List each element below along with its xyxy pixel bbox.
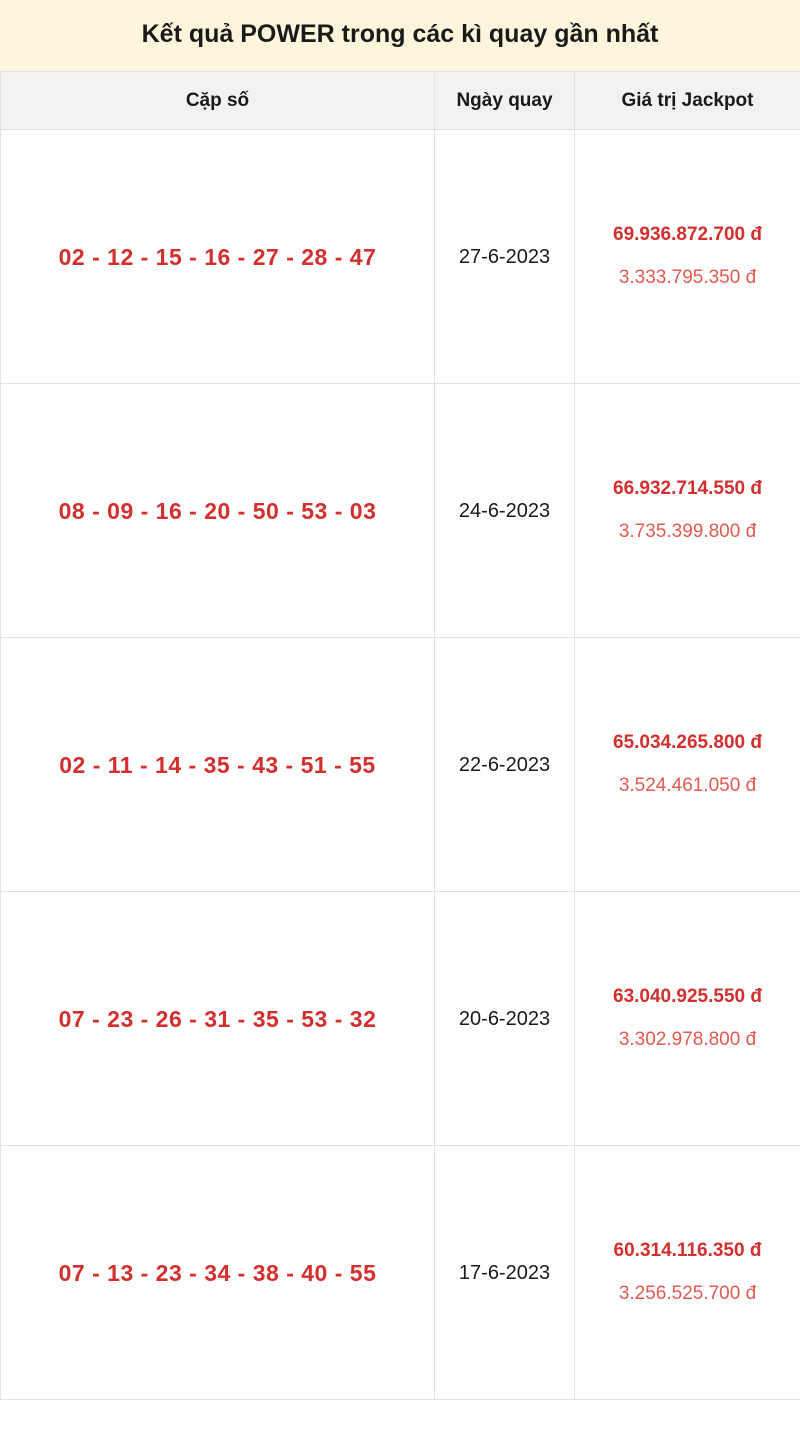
page-title: Kết quả POWER trong các kì quay gần nhất: [141, 20, 659, 48]
jackpot-primary-value: 65.034.265.800 đ: [613, 732, 762, 754]
cell-numbers: 02 - 12 - 15 - 16 - 27 - 28 - 47: [1, 130, 435, 384]
jackpot-secondary-value: 3.524.461.050 đ: [618, 774, 757, 796]
cell-jackpot: [575, 892, 800, 1146]
results-table: [0, 71, 800, 1401]
table-row: [1, 1146, 800, 1400]
cell-date: 20-6-2023: [435, 892, 575, 1146]
table-header: [1, 71, 800, 130]
cell-jackpot: [575, 638, 800, 892]
table-row: [1, 892, 800, 1146]
cell-numbers: 02 - 11 - 14 - 35 - 43 - 51 - 55: [1, 638, 435, 892]
jackpot-primary-value: 60.314.116.350 đ: [613, 1240, 762, 1262]
jackpot-secondary-value: 3.333.795.350 đ: [618, 266, 757, 288]
column-header-jackpot: Giá trị Jackpot: [575, 71, 800, 130]
cell-date: 22-6-2023: [435, 638, 575, 892]
cell-date: 17-6-2023: [435, 1146, 575, 1400]
jackpot-secondary-value: 3.302.978.800 đ: [618, 1028, 757, 1050]
column-header-date: Ngày quay: [435, 71, 575, 130]
page-header: [0, 0, 800, 71]
table-row: [1, 638, 800, 892]
cell-jackpot: [575, 1146, 800, 1400]
jackpot-primary-value: 63.040.925.550 đ: [613, 986, 762, 1008]
cell-jackpot: [575, 130, 800, 384]
table-header-row: [1, 71, 800, 130]
table-row: [1, 130, 800, 384]
jackpot-primary-value: 69.936.872.700 đ: [613, 224, 762, 246]
cell-numbers: 07 - 13 - 23 - 34 - 38 - 40 - 55: [1, 1146, 435, 1400]
jackpot-secondary-value: 3.735.399.800 đ: [618, 520, 757, 542]
table-body: [1, 130, 800, 1400]
column-header-numbers: Cặp số: [1, 71, 435, 130]
jackpot-primary-value: 66.932.714.550 đ: [613, 478, 762, 500]
cell-numbers: 08 - 09 - 16 - 20 - 50 - 53 - 03: [1, 384, 435, 638]
cell-date: 27-6-2023: [435, 130, 575, 384]
cell-jackpot: [575, 384, 800, 638]
cell-numbers: 07 - 23 - 26 - 31 - 35 - 53 - 32: [1, 892, 435, 1146]
jackpot-secondary-value: 3.256.525.700 đ: [618, 1282, 757, 1304]
table-row: [1, 384, 800, 638]
cell-date: 24-6-2023: [435, 384, 575, 638]
